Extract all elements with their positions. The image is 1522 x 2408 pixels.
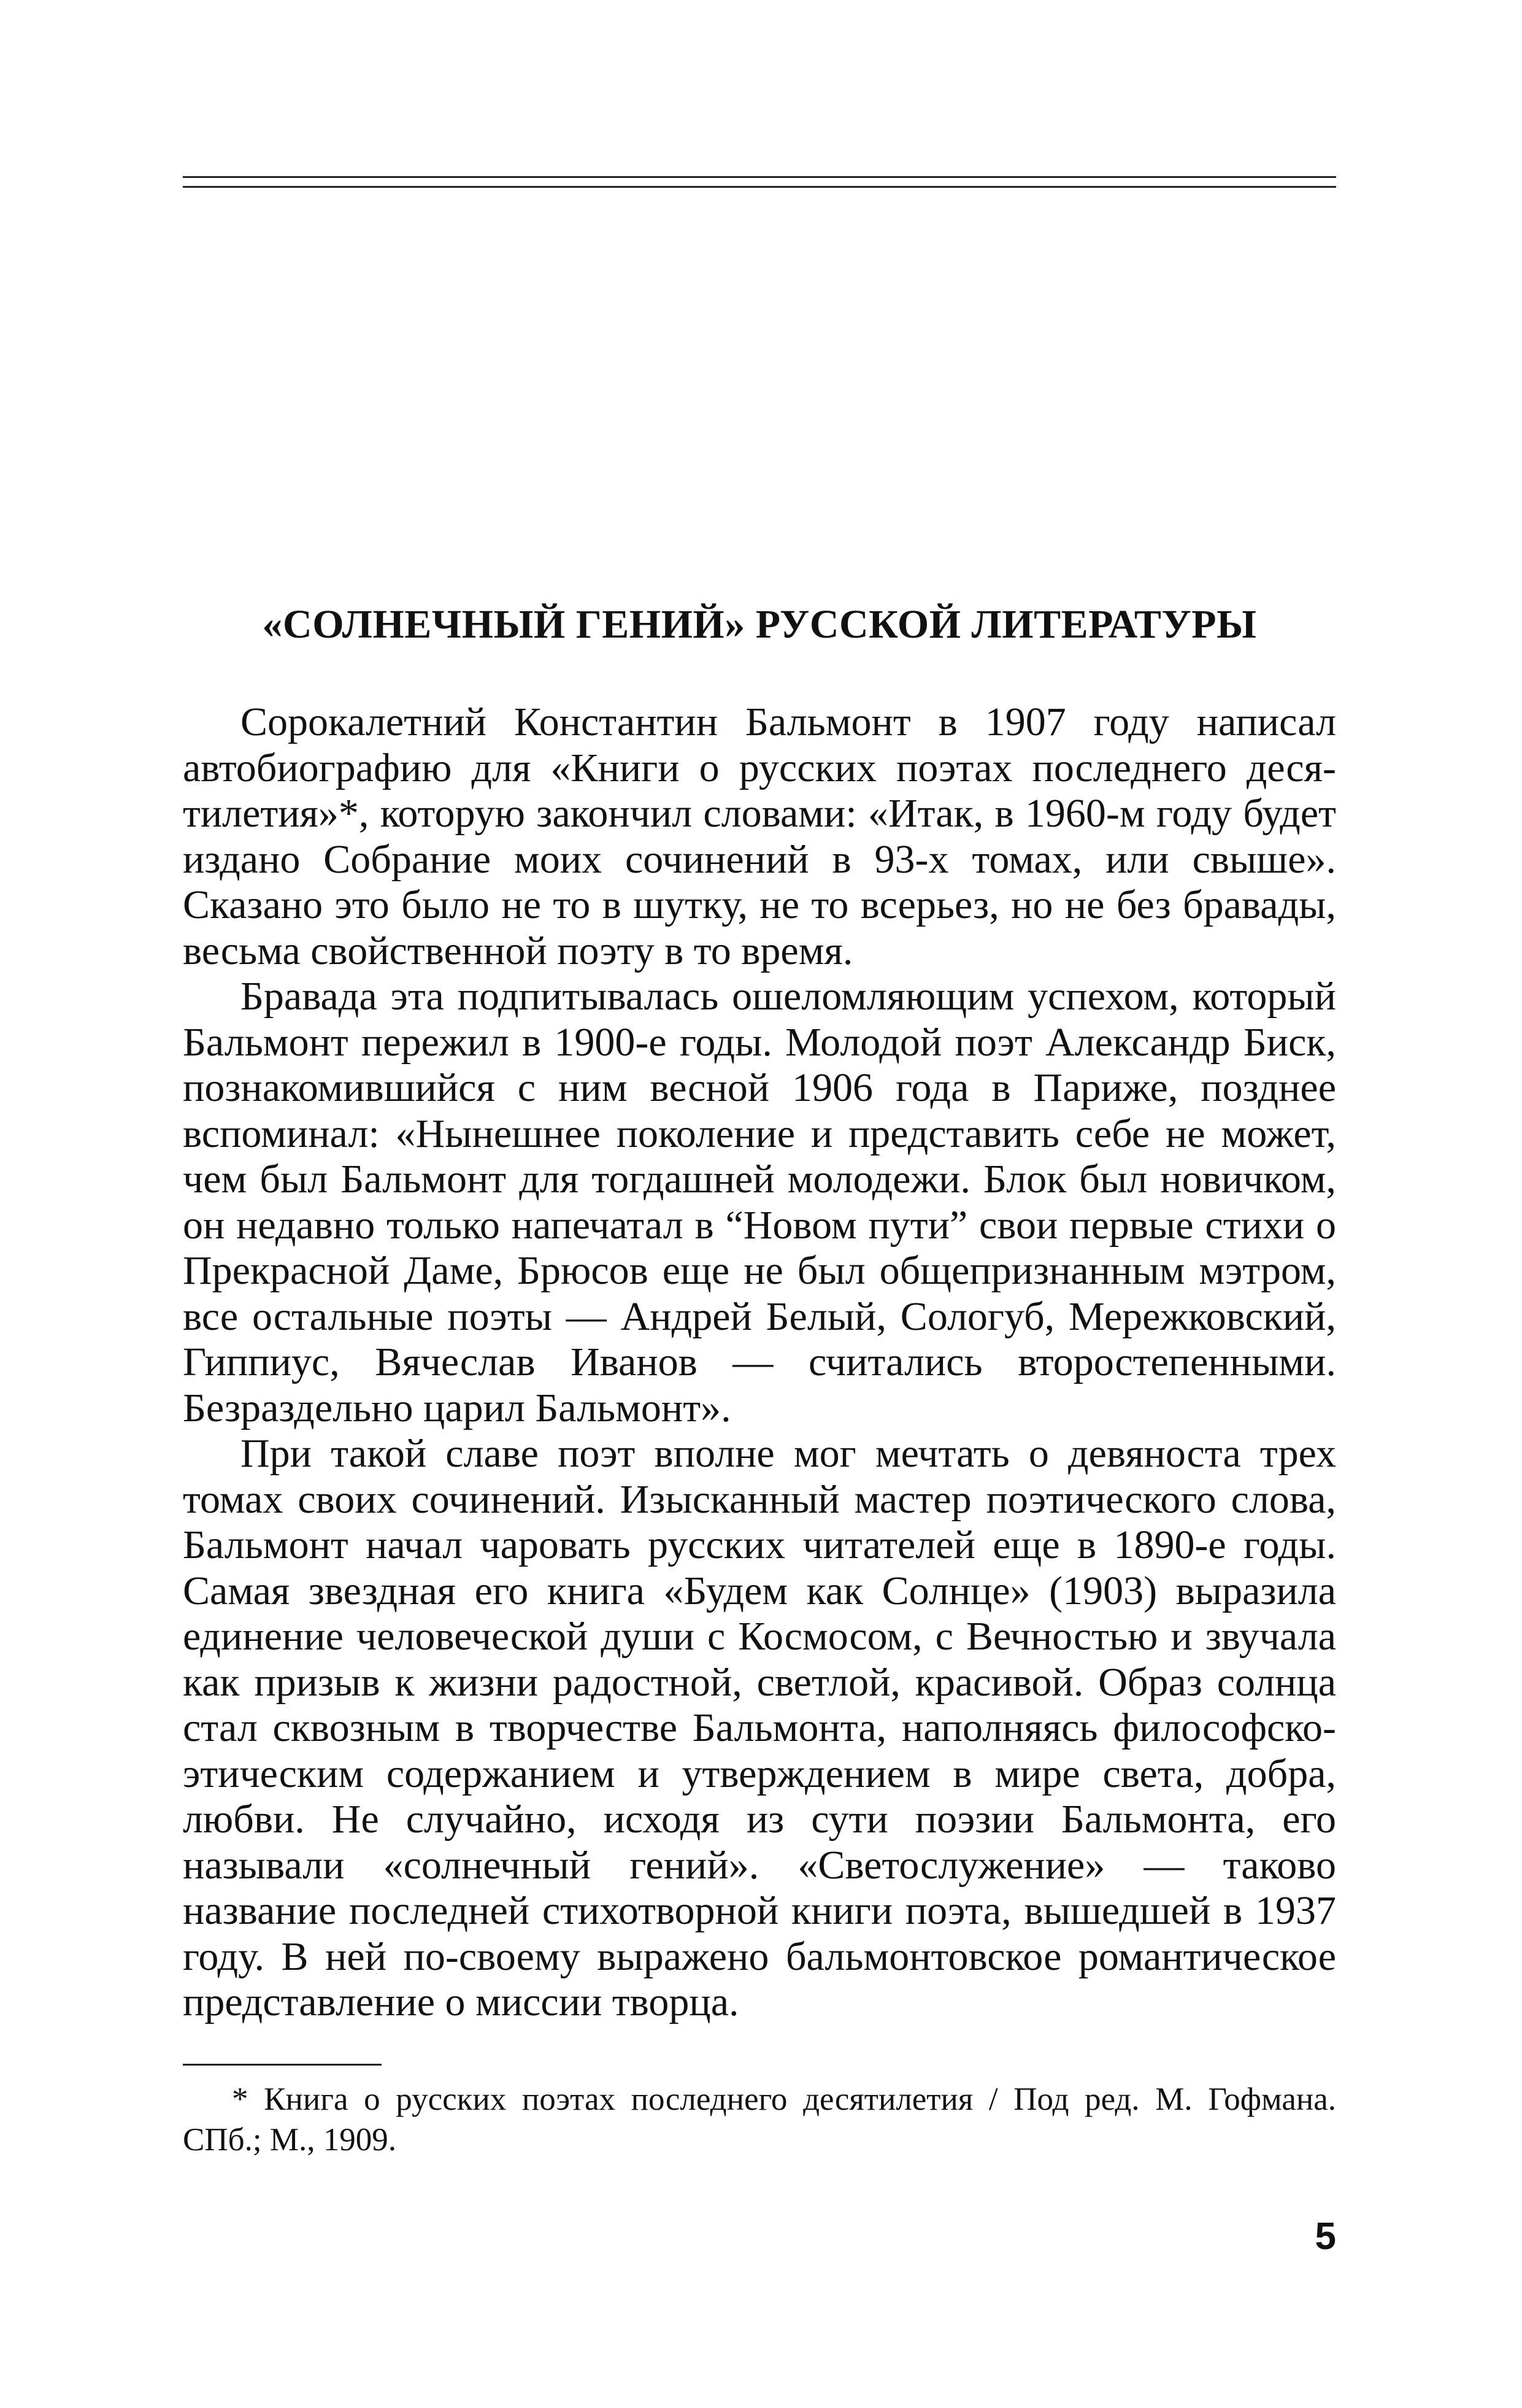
header-rule-bottom: [183, 186, 1336, 188]
page-number: 5: [1315, 2215, 1336, 2258]
body-text: [183, 700, 1336, 2026]
paragraph-3: При такой славе поэт вполне мог мечтать о девяноста трех томах своих сочинений. Изысканный мастер поэтического слова, Бальмонт начал чаровать русских читателей еще в 1890-е годы. Самая звездная его книга «Будем как Солнце» (1903) выразила единение человеческой души с Космосом, с Вечностью и звучала как призыв к жизни радостной, светлой, красивой. Образ солнца стал сквозным в творчестве Бальмонта, наполняясь философско-этическим содержанием и утверждением в мире света, добра, любви. Не случайно, исходя из сути поэзии Бальмонта, его называли «солнечный гений». «Светослужение» — таково название последней стихотворной книги поэта, вышедшей в 1937 году. В ней по-своему выражено бальмонтовское романтическое представление о миссии творца.: [183, 1431, 1336, 2024]
chapter-title: «СОЛНЕЧНЫЙ ГЕНИЙ» РУССКОЙ ЛИТЕРАТУРЫ: [262, 602, 1257, 647]
header-rule-top: [183, 176, 1336, 178]
paragraph-2: Бравада эта подпитывалась ошеломляющим успехом, который Бальмонт пережил в 1900-е годы. Молодой поэт Александр Биск, познакомившийся с ним весной 1906 года в Париже, позднее вспоминал: «Нынешнее поколение и представить себе не может, чем был Бальмонт для тогдашней молодежи. Блок был новичком, он недавно только напечатал в “Новом пути” свои первые стихи о Прекрасной Даме, Брюсов еще не был общепризнанным мэтром, все остальные поэты — Андрей Белый, Сологуб, Мережковский, Гиппиус, Вячеслав Иванов — считались второстепенными. Безраздельно царил Бальмонт».: [183, 974, 1336, 1430]
paragraph-1: Сорокалетний Константин Бальмонт в 1907 году написал автобиографию для «Книги о русских поэтах последнего десятилетия»*, которую закончил словами: «Итак, в 1960-м году будет издано Собрание моих сочинений в 93-х томах, или свыше». Сказано это было не то в шутку, не то всерьез, но не без бравады, весьма свойственной поэту в то время.: [183, 700, 1336, 973]
footnote-divider: [183, 2064, 382, 2066]
footnote: * Книга о русских поэтах последнего десятилетия / Под ред. М. Гофмана. СПб.; М., 1909.: [183, 2082, 1336, 2158]
